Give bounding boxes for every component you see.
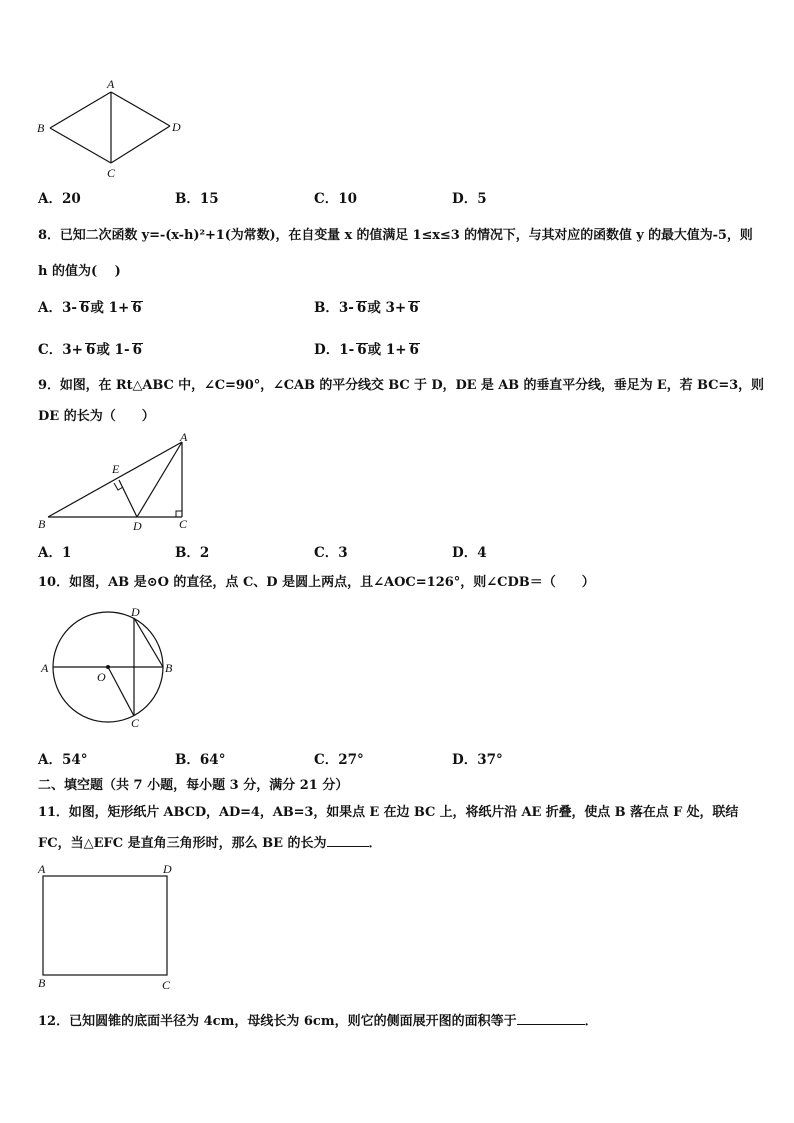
q9-label-c: C <box>179 517 188 531</box>
q9-label-d: D <box>133 519 142 533</box>
q8-stem-line1: 8．已知二次函数 y=-(x-h)²+1(为常数)，在自变量 x 的值满足 1≤x≤3 的情况下，与其对应的函数值 y 的最大值为-5，则 <box>38 228 753 243</box>
q9-stem-line2: DE 的长为（ ） <box>38 409 155 424</box>
q7-label-b: B <box>37 121 45 135</box>
q10-option-b: B．64° <box>175 752 226 768</box>
q8-stem-line2: h 的值为( ) <box>38 264 121 279</box>
q9-label-a: A <box>180 430 188 444</box>
q7-option-b: B．15 <box>175 191 219 207</box>
q7-label-d: D <box>172 120 181 134</box>
q10-label-c: C <box>131 716 140 730</box>
q7-option-a: A．20 <box>38 191 81 207</box>
q10-stem: 10．如图，AB 是⊙O 的直径，点 C、D 是圆上两点，且∠AOC=126°，则∠CDB＝（ ） <box>38 575 595 590</box>
q10-label-d: D <box>131 605 140 619</box>
q7-option-c: C．10 <box>314 191 358 207</box>
q11-answer-blank[interactable] <box>327 846 369 847</box>
q9-stem-line1: 9．如图，在 Rt△ABC 中，∠C=90°，∠CAB 的平分线交 BC 于 D，DE 是 AB 的垂直平分线，垂足为 E，若 BC=3，则 <box>38 378 764 393</box>
q11-stem-line2: FC，当△EFC 是直角三角形时，那么 BE 的长为 ． <box>38 836 382 851</box>
q10-option-d: D．37° <box>452 752 503 768</box>
q7-label-a: A <box>107 77 115 91</box>
q9-option-c: C．3 <box>314 545 348 561</box>
q8-option-c: C．3+ 6或 1- 6 <box>38 342 142 358</box>
q7-rhombus-figure <box>30 76 200 186</box>
q11-rectangle-figure <box>30 860 190 995</box>
q9-label-e: E <box>112 462 120 476</box>
q8-option-b: B．3- 6或 3+ 6 <box>314 300 419 316</box>
q11-label-d: D <box>163 862 172 876</box>
section-heading-fill-in: 二、填空题（共 7 小题，每小题 3 分，满分 21 分） <box>38 778 349 793</box>
q8-option-d: D．1- 6或 1+ 6 <box>314 342 419 358</box>
q7-label-c: C <box>107 166 116 180</box>
q11-stem-line1: 11．如图，矩形纸片 ABCD，AD=4，AB=3，如果点 E 在边 BC 上，将纸片沿 AE 折叠，使点 B 落在点 F 处，联结 <box>38 805 739 820</box>
q10-label-a: A <box>41 661 49 675</box>
q12-stem: 12．已知圆锥的底面半径为 4cm，母线长为 6cm，则它的侧面展开图的面积等于 ． <box>38 1014 598 1029</box>
q9-triangle-figure <box>30 428 210 536</box>
q10-option-a: A．54° <box>38 752 88 768</box>
q9-label-b: B <box>38 517 46 531</box>
q9-option-a: A．1 <box>38 545 72 561</box>
q9-option-b: B．2 <box>175 545 210 561</box>
q10-label-o: O <box>97 670 106 684</box>
q11-label-b: B <box>38 976 46 990</box>
q10-label-b: B <box>165 661 173 675</box>
q10-option-c: C．27° <box>314 752 364 768</box>
q12-answer-blank[interactable] <box>517 1024 585 1025</box>
q9-option-d: D．4 <box>452 545 487 561</box>
q7-option-d: D．5 <box>452 191 487 207</box>
q11-label-c: C <box>162 978 171 992</box>
q11-label-a: A <box>38 862 46 876</box>
q8-option-a: A．3- 6或 1+ 6 <box>38 300 142 316</box>
q10-circle-figure <box>30 600 190 735</box>
